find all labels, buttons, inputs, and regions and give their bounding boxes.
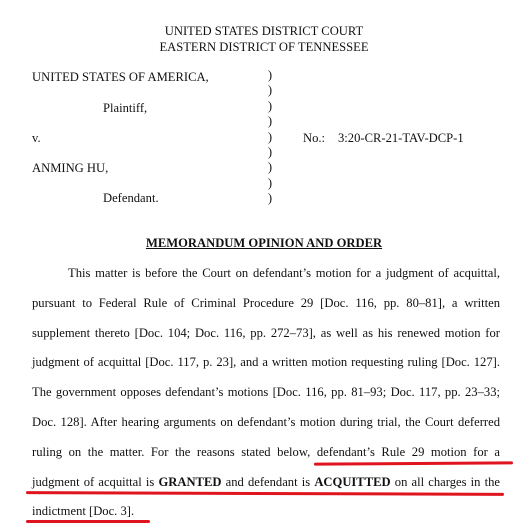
paren: ) [267, 129, 273, 144]
paren: ) [267, 175, 273, 190]
paren: ) [267, 98, 273, 113]
plaintiff-role: Plaintiff, [103, 101, 148, 115]
case-number: 3:20-CR-21-TAV-DCP-1 [338, 131, 464, 145]
paren: ) [267, 68, 273, 82]
body-line-3: supplement thereto [Doc. 104; Doc. 116, pp. 272–73], as well as his renewed motion for [32, 326, 500, 340]
paren: ) [267, 191, 273, 206]
versus-label: v. [32, 131, 41, 145]
body-line-6: Doc. 128]. After hearing arguments on defendant’s motion during trial, the Court deferred [32, 415, 500, 429]
highlight-underline [314, 461, 513, 465]
body-line-8-text: and defendant is [221, 475, 315, 489]
paren: ) [267, 114, 273, 129]
body-line-2: pursuant to Federal Rule of Criminal Procedure 29 [Doc. 116, pp. 80–81], a written [32, 296, 500, 310]
court-district: EASTERN DISTRICT OF TENNESSEE [159, 40, 369, 54]
highlighted-text: defendant’s Rule 29 motion for a [316, 445, 500, 459]
plaintiff-name: UNITED STATES OF AMERICA, [32, 70, 209, 84]
defendant-role: Defendant. [103, 191, 159, 205]
body-line-8-text: judgment of acquittal is [32, 475, 159, 489]
highlight-underline [26, 520, 150, 523]
body-line-1: This matter is before the Court on defendant’s motion for a judgment of acquittal, [68, 266, 500, 280]
document-title: MEMORANDUM OPINION AND ORDER [145, 236, 383, 250]
court-name: UNITED STATES DISTRICT COURT [164, 24, 364, 38]
case-number-label: No.: [303, 131, 326, 145]
acquitted-text: ACQUITTED [314, 475, 391, 489]
caption-parenthesis-column [264, 68, 276, 207]
paren: ) [267, 160, 273, 175]
body-line-7 [32, 445, 500, 460]
highlight-underline [26, 491, 504, 496]
body-line-5: The government opposes defendant’s motions [Doc. 116, pp. 81–93; Doc. 117, pp. 23–33; [32, 385, 500, 399]
paren: ) [267, 145, 273, 160]
granted-text: GRANTED [158, 475, 222, 489]
body-line-8 [32, 475, 500, 490]
body-line-7-text: ruling on the matter. For the reasons stated below, [32, 445, 317, 459]
paren: ) [267, 83, 273, 98]
body-line-9: indictment [Doc. 3]. [32, 504, 135, 518]
body-line-4: judgment of acquittal [Doc. 117, p. 23], and a written motion requesting ruling [Doc. 127]. [32, 355, 500, 369]
body-line-8-text: on all charges in the [390, 475, 500, 489]
defendant-name: ANMING HU, [32, 161, 109, 175]
